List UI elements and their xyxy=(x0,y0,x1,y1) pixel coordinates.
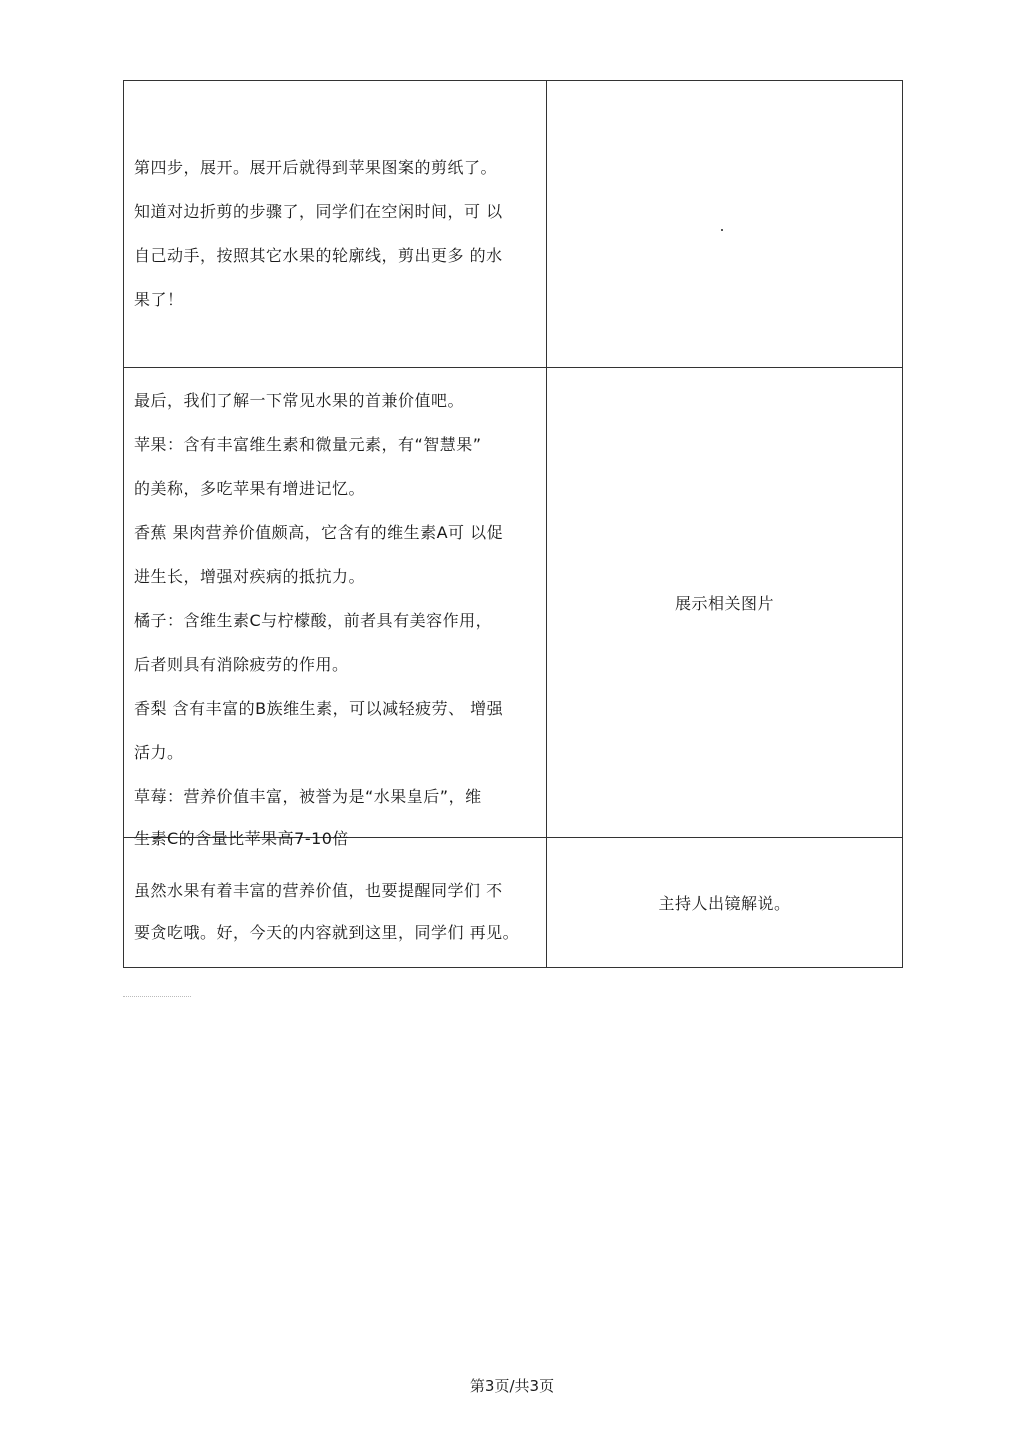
text-line: 苹果：含有丰富维生素和微量元素，有“智慧果” xyxy=(134,435,482,454)
text-line: 活力。 xyxy=(134,743,184,762)
text-line: 虽然水果有着丰富的营养价值，也要提醒同学们 不 xyxy=(134,881,503,900)
text-line: 草莓：营养价值丰富，被誉为是“水果皇后”，维 xyxy=(134,787,482,806)
narration-cell xyxy=(124,368,547,848)
text-line: 要贪吃哦。好，今天的内容就到这里，同学们 再见。 xyxy=(134,923,520,942)
text-line: 果了！ xyxy=(134,290,184,309)
text-line: 最后，我们了解一下常见水果的首兼价值吧。 xyxy=(134,391,465,410)
visual-cell xyxy=(547,81,902,367)
text-line: 自己动手，按照其它水果的轮廓线，剪出更多 的水 xyxy=(134,246,503,265)
visual-cell xyxy=(547,838,902,967)
text-line: 后者则具有消除疲劳的作用。 xyxy=(134,655,349,674)
text-line: 香蕉 果肉营养价值颇高，它含有的维生素A可 以促 xyxy=(134,523,504,542)
lesson-table xyxy=(123,80,903,968)
text-line: 香梨 含有丰富的B族维生素，可以减轻疲劳、 增强 xyxy=(134,699,504,718)
narration-cell xyxy=(124,81,547,367)
text-line: 第四步，展开。展开后就得到苹果图案的剪纸了。 xyxy=(134,158,498,177)
image-placeholder-dot xyxy=(721,229,723,231)
text-line: 知道对边折剪的步骤了，同学们在空闲时间，可 以 xyxy=(134,202,503,221)
table-row xyxy=(124,368,902,848)
divider xyxy=(123,996,191,997)
table-row xyxy=(124,81,902,368)
visual-note: 展示相关图片 xyxy=(674,594,774,613)
visual-cell xyxy=(547,368,902,837)
text-line: 进生长，增强对疾病的抵抗力。 xyxy=(134,567,366,586)
text-line: 橘子：含维生素C与柠檬酸，前者具有美容作用， xyxy=(134,611,493,630)
page-footer: 第3页/共3页 xyxy=(469,1377,555,1395)
visual-note: 主持人出镜解说。 xyxy=(658,894,791,913)
narration-cell xyxy=(124,838,547,967)
table-row xyxy=(124,838,902,967)
text-line-clipped: 生素C的含量比苹果高7-10倍 xyxy=(134,829,349,848)
text-line: 的美称，多吃苹果有增进记忆。 xyxy=(134,479,366,498)
